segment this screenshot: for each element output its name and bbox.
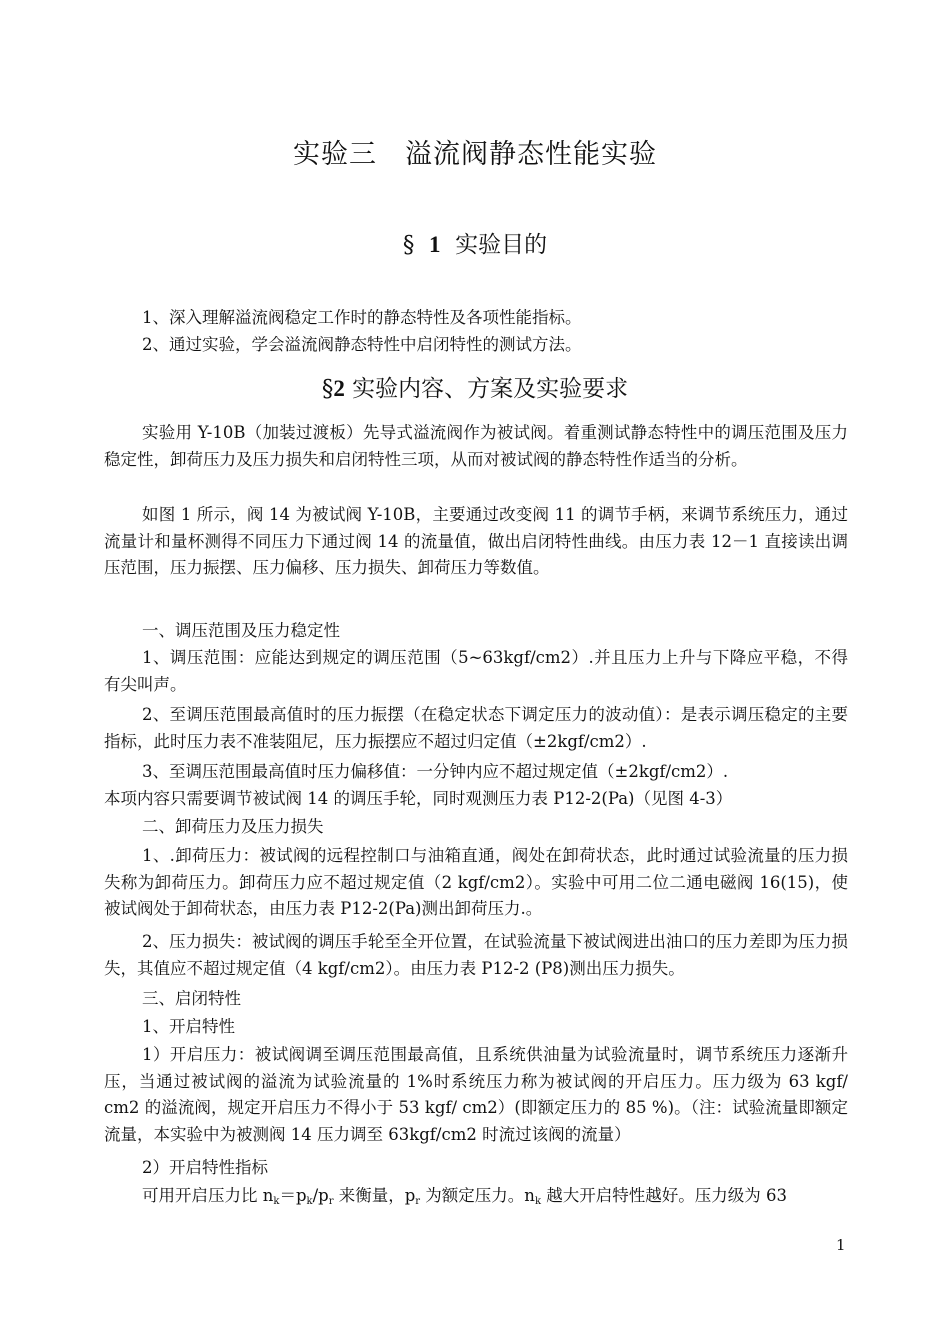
paragraph-unload-pressure: 1、.卸荷压力：被试阀的远程控制口与油箱直通，阀处在卸荷状态，此时通过试验流量的压力损失称为卸荷压力。卸荷压力应不超过规定值（2 kgf/cm2）。实验中可用二位二通电磁阀 16(15)，使被试阀处于卸荷状态，由压力表 P12-2(Pa)测出卸荷压力.。 [104, 846, 848, 918]
objective-item: 2、通过实验，学会溢流阀静态特性中启闭特性的测试方法。 [142, 335, 582, 354]
section-heading-1 [0, 226, 950, 259]
subscript: r [328, 1196, 334, 1207]
text-run: 可用开启压力比 n [142, 1186, 274, 1205]
subheading-pressure-range: 一、调压范围及压力稳定性 [142, 621, 340, 640]
subscript: k [306, 1196, 313, 1207]
section-label: 实验内容、方案及实验要求 [352, 376, 629, 402]
section-label: 实验目的 [455, 232, 548, 258]
text-run: 来衡量，p [333, 1186, 416, 1205]
text-run: 为额定压力。n [420, 1186, 535, 1205]
subheading-opening: 1、开启特性 [142, 1017, 235, 1036]
subheading-opening-index: 2）开启特性指标 [142, 1158, 268, 1177]
paragraph-note: 本项内容只需要调节被试阀 14 的调压手轮，同时观测压力表 P12-2(Pa)（见图 4-3） [104, 789, 733, 808]
section-number: 1 [429, 232, 441, 257]
subscript: k [273, 1196, 280, 1207]
section-number: 2 [333, 376, 345, 401]
section-symbol: § [321, 376, 334, 402]
paragraph-pressure-loss: 2、压力损失：被试阀的调压手轮至全开位置，在试验流量下被试阀进出油口的压力差即为压力损失，其值应不超过规定值（4 kgf/cm2）。由压力表 P12-2 (P8)测出压力损失。 [104, 932, 848, 978]
section-heading-2 [0, 370, 950, 403]
section-symbol: § [402, 232, 415, 258]
paragraph-range: 1、调压范围：应能达到规定的调压范围（5~63kgf/cm2）.并且压力上升与下降应平稳，不得有尖叫声。 [104, 648, 848, 694]
text-run: ＝p [279, 1186, 307, 1205]
paragraph-intro: 实验用 Y-10B（加装过渡板）先导式溢流阀作为被试阀。着重测试静态特性中的调压范围及压力稳定性，卸荷压力及压力损失和启闭特性三项，从而对被试阀的静态特性作适当的分析。 [104, 423, 848, 469]
document-title: 实验三 溢流阀静态性能实验 [293, 139, 657, 170]
page-number: 1 [836, 1236, 846, 1254]
paragraph-method: 如图 1 所示，阀 14 为被试阀 Y-10B，主要通过改变阀 11 的调节手柄，来调节系统压力，通过流量计和量杯测得不同压力下通过阀 14 的流量值，做出启闭特性曲线。由压力表 12－1 直接读出调压范围，压力振摆、压力偏移、压力损失、卸荷压力等数值。 [104, 505, 848, 577]
text-run: /p [312, 1186, 329, 1205]
paragraph-opening-pressure: 1）开启压力：被试阀调至调压范围最高值，且系统供油量为试验流量时，调节系统压力逐渐升压，当通过被试阀的溢流为试验流量的 1%时系统压力称为被试阀的开启压力。压力级为 63 kgf/ cm2 的溢流阀，规定开启压力不得小于 53 kgf/ cm2）(即额定压力的 85 %)。（注：试验流量即额定流量，本实验中为被测阀 14 压力调至 63kgf/cm2 时流过该阀的流量） [104, 1045, 848, 1144]
subscript: r [415, 1196, 421, 1207]
subscript: k [534, 1196, 541, 1207]
subheading-open-close: 三、启闭特性 [142, 989, 241, 1008]
paragraph-drift: 3、至调压范围最高值时压力偏移值：一分钟内应不超过规定值（±2kgf/cm2）. [142, 762, 729, 781]
text-run: 越大开启特性越好。压力级为 63 [541, 1186, 787, 1205]
paragraph-opening-ratio [104, 1183, 848, 1210]
subheading-unload: 二、卸荷压力及压力损失 [142, 817, 324, 836]
objective-item: 1、深入理解溢流阀稳定工作时的静态特性及各项性能指标。 [142, 308, 582, 327]
paragraph-oscillation: 2、至调压范围最高值时的压力振摆（在稳定状态下调定压力的波动值）：是表示调压稳定的主要指标，此时压力表不准装阻尼，压力振摆应不超过归定值（±2kgf/cm2）. [104, 705, 848, 751]
